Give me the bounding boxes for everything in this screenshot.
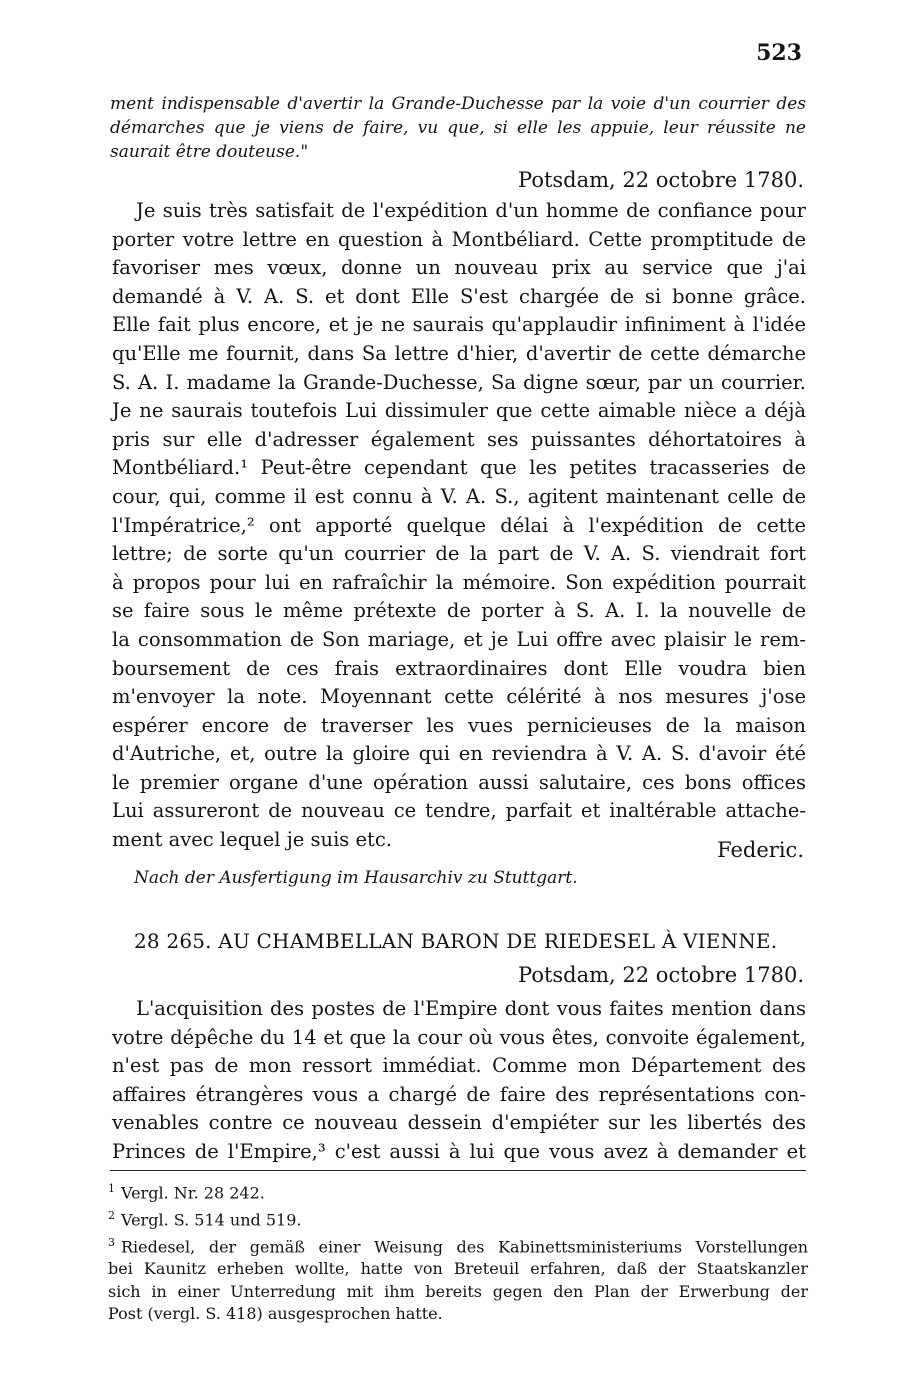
footnote-text: Vergl. Nr. 28 242. — [121, 1183, 265, 1203]
body-line: favoriser mes vœux, donne un nouveau prix au service que j'ai — [112, 256, 806, 280]
body-line: demandé à V. A. S. et dont Elle S'est chargée de si bonne grâce. — [112, 284, 806, 308]
body-line: lettre; de sorte qu'un courrier de la part de V. A. S. viendrait fort — [112, 542, 806, 566]
body-line: n'est pas de mon ressort immédiat. Comme mon Département des — [112, 1054, 806, 1078]
intro-line: saurait être douteuse." — [110, 142, 309, 162]
footnote-text: Vergl. S. 514 und 519. — [121, 1210, 302, 1230]
body-line: se faire sous le même prétexte de porter à S. A. I. la nouvelle de — [112, 599, 806, 623]
body-line: S. A. I. madame la Grande-Duchesse, Sa digne sœur, par un courrier. — [112, 370, 806, 394]
intro-line: ment indispensable d'avertir la Grande-Duchesse par la voie d'un courrier des — [110, 94, 806, 114]
body-line: Montbéliard.¹ Peut-être cependant que les petites tracasseries de — [112, 456, 806, 480]
intro-quote — [110, 92, 806, 164]
body-line: l'Impératrice,² ont apporté quelque délai à l'expédition de cette — [112, 513, 806, 537]
letter1-dateline: Potsdam, 22 octobre 1780. — [518, 168, 804, 192]
body-line: Lui assureront de nouveau ce tendre, parfait et inaltérable attache- — [112, 799, 806, 823]
footnote-text: Riedesel, der gemäß einer Weisung des Kabinettsministeriums Vorstellungen — [121, 1236, 808, 1256]
page-number: 523 — [756, 40, 802, 66]
footnotes — [108, 1178, 808, 1326]
body-line: ment avec lequel je suis etc. — [112, 828, 393, 852]
letter2-heading: 28 265. AU CHAMBELLAN BARON DE RIEDESEL À VIENNE. — [134, 929, 778, 953]
footnote-mark: 1 — [108, 1182, 115, 1195]
footnote-mark: 2 — [108, 1208, 115, 1222]
footnote-text: Post (vergl. S. 418) ausgesprochen hatte. — [108, 1304, 443, 1324]
footnote-rule — [110, 1170, 806, 1171]
body-line: à propos pour lui en rafraîchir la mémoire. Son expédition pourrait — [112, 570, 806, 594]
intro-line: démarches que je viens de faire, vu que, si elle les appuie, leur réussite ne — [110, 118, 806, 138]
body-line: la consommation de Son mariage, et je Lui offre avec plaisir le rem- — [112, 627, 806, 651]
source-note: Nach der Ausfertigung im Hausarchiv zu Stuttgart. — [134, 868, 578, 888]
body-line: pris sur elle d'adresser également ses puissantes déhortatoires à — [112, 427, 806, 451]
signature: Federic. — [717, 838, 804, 862]
footnote-mark: 3 — [108, 1235, 115, 1249]
body-line: votre dépêche du 14 et que la cour où vous êtes, convoite également, — [112, 1025, 806, 1049]
body-line: le premier organe d'une opération aussi salutaire, ces bons offices — [112, 770, 806, 794]
body-line: cour, qui, comme il est connu à V. A. S., agitent maintenant celle de — [112, 484, 806, 508]
footnote-2 — [108, 1205, 808, 1232]
body-line: espérer encore de traverser les vues pernicieuses de la maison — [112, 713, 806, 737]
body-line: Je ne saurais toutefois Lui dissimuler que cette aimable nièce a déjà — [112, 399, 806, 423]
body-line: affaires étrangères vous a chargé de faire des représentations con- — [112, 1082, 806, 1106]
footnote-1 — [108, 1178, 808, 1205]
body-line: Elle fait plus encore, et je ne saurais qu'applaudir infiniment à l'idée — [112, 313, 806, 337]
letter2-dateline: Potsdam, 22 octobre 1780. — [518, 963, 804, 987]
body-line: boursement de ces frais extraordinaires dont Elle voudra bien — [112, 656, 806, 680]
footnote-text: sich in einer Unterredung mit ihm bereits gegen den Plan der Erwerbung der — [108, 1281, 808, 1301]
letter2-body — [112, 995, 806, 1167]
body-line: porter votre lettre en question à Montbéliard. Cette promptitude de — [112, 227, 806, 251]
body-line: Je suis très satisfait de l'expédition d'un homme de confiance pour — [136, 199, 806, 222]
body-line: qu'Elle me fournit, dans Sa lettre d'hier, d'avertir de cette démarche — [112, 341, 806, 365]
body-line: m'envoyer la note. Moyennant cette célérité à nos mesures j'ose — [112, 685, 806, 709]
footnote-text: bei Kaunitz erheben wollte, hatte von Breteuil erfahren, daß der Staatskanzler — [108, 1259, 808, 1279]
body-line: Princes de l'Empire,³ c'est aussi à lui que vous avez à demander et — [112, 1139, 806, 1163]
body-line: d'Autriche, et, outre la gloire qui en reviendra à V. A. S. d'avoir été — [112, 742, 806, 766]
letter1-body — [112, 197, 806, 855]
body-line: venables contre ce nouveau dessein d'empiéter sur les libertés des — [112, 1111, 806, 1135]
body-line: L'acquisition des postes de l'Empire dont vous faites mention dans — [136, 997, 806, 1020]
footnote-3 — [108, 1232, 808, 1326]
